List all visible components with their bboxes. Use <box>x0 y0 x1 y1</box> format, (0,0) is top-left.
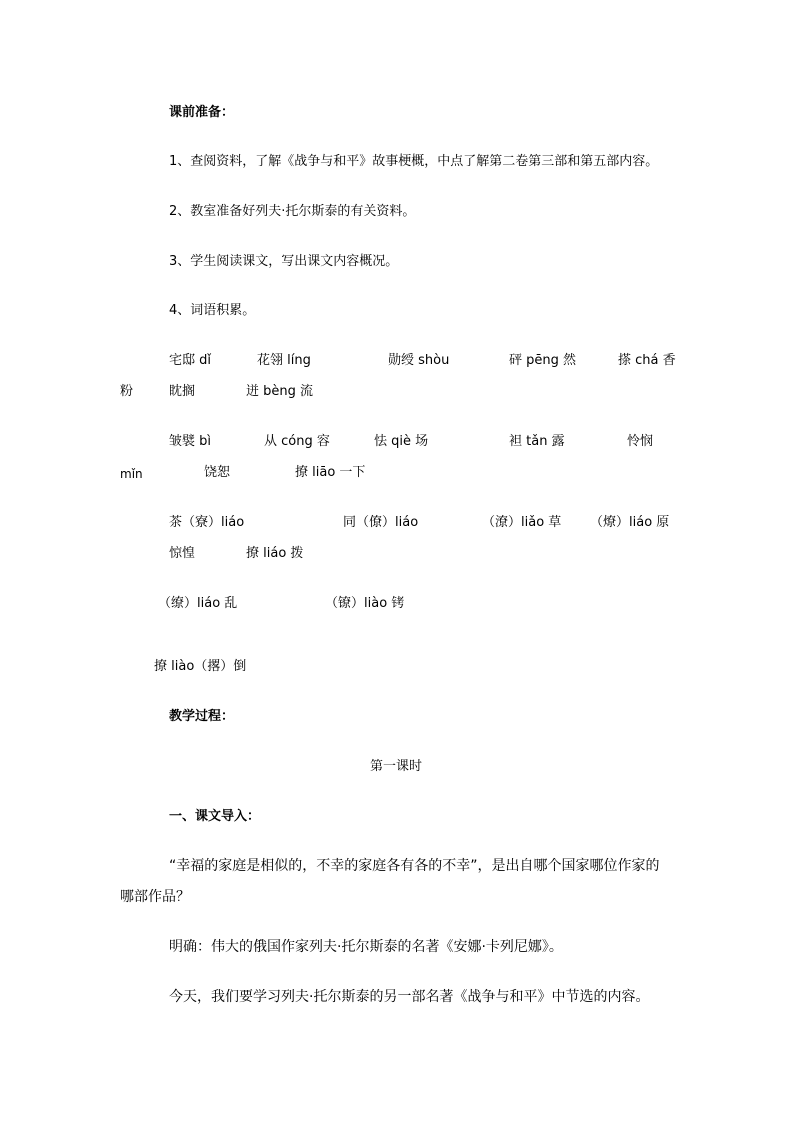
vocab-word: 皱襞 bì <box>169 434 211 449</box>
vocab-word: （燎）liáo 原 <box>590 515 670 530</box>
prep-item-2: 2、教室准备好列夫·托尔斯泰的有关资料。 <box>169 204 416 219</box>
vocab-word: 搽 chá 香 <box>618 353 676 368</box>
vocab-word: （潦）liǎo 草 <box>482 515 562 530</box>
process-heading: 教学过程： <box>169 709 235 724</box>
vocab-word: 迸 bèng 流 <box>246 384 314 399</box>
vocab-word: 砰 pēng 然 <box>509 353 577 368</box>
vocab-word: 粉 <box>120 384 134 399</box>
paragraph: 今天，我们要学习列夫·托尔斯泰的另一部名著《战争与和平》中节选的内容。 <box>169 989 650 1005</box>
vocab-word: 撩 liào（撂）倒 <box>154 659 247 674</box>
vocab-word: 饶恕 <box>204 465 231 480</box>
vocab-word: 惊惶 <box>169 546 196 561</box>
vocab-word: 宅邸 dǐ <box>169 353 211 368</box>
vocab-word: （缭）liáo 乱 <box>158 596 238 611</box>
vocab-word: 袒 tǎn 露 <box>509 434 565 449</box>
vocab-word: 撩 liāo 一下 <box>295 465 366 480</box>
prep-item-3: 3、学生阅读课文，写出课文内容概况。 <box>169 254 399 269</box>
section-heading: 一、课文导入： <box>169 809 261 824</box>
paragraph: 明确：伟大的俄国作家列夫·托尔斯泰的名著《安娜·卡列尼娜》。 <box>169 939 563 955</box>
vocab-word: 花翎 líng <box>257 353 311 368</box>
vocab-word: 撩 liáo 拨 <box>246 546 304 561</box>
prep-item-1: 1、查阅资料，了解《战争与和平》故事梗概，中点了解第二卷第三部和第五部内容。 <box>169 154 659 169</box>
vocab-word: 怜悯 <box>627 434 654 449</box>
vocab-word: 从 cóng 容 <box>264 434 330 449</box>
prep-heading: 课前准备： <box>169 105 235 120</box>
vocab-word: 怯 qiè 场 <box>374 434 429 449</box>
prep-item-4: 4、词语积累。 <box>169 303 256 318</box>
lesson-title: 第一课时 <box>370 759 423 774</box>
paragraph: 哪部作品？ <box>120 889 190 905</box>
vocab-word: 勋绶 shòu <box>388 353 450 368</box>
vocab-word: 同（僚）liáo <box>343 515 419 530</box>
vocab-word: 茶（寮）liáo <box>169 515 245 530</box>
vocab-word: mǐn <box>120 467 143 481</box>
paragraph: “幸福的家庭是相似的，不幸的家庭各有各的不幸”，是出自哪个国家哪位作家的 <box>169 858 660 874</box>
vocab-word: 眈搁 <box>169 384 196 399</box>
vocab-word: （镣）liào 铐 <box>325 596 405 611</box>
